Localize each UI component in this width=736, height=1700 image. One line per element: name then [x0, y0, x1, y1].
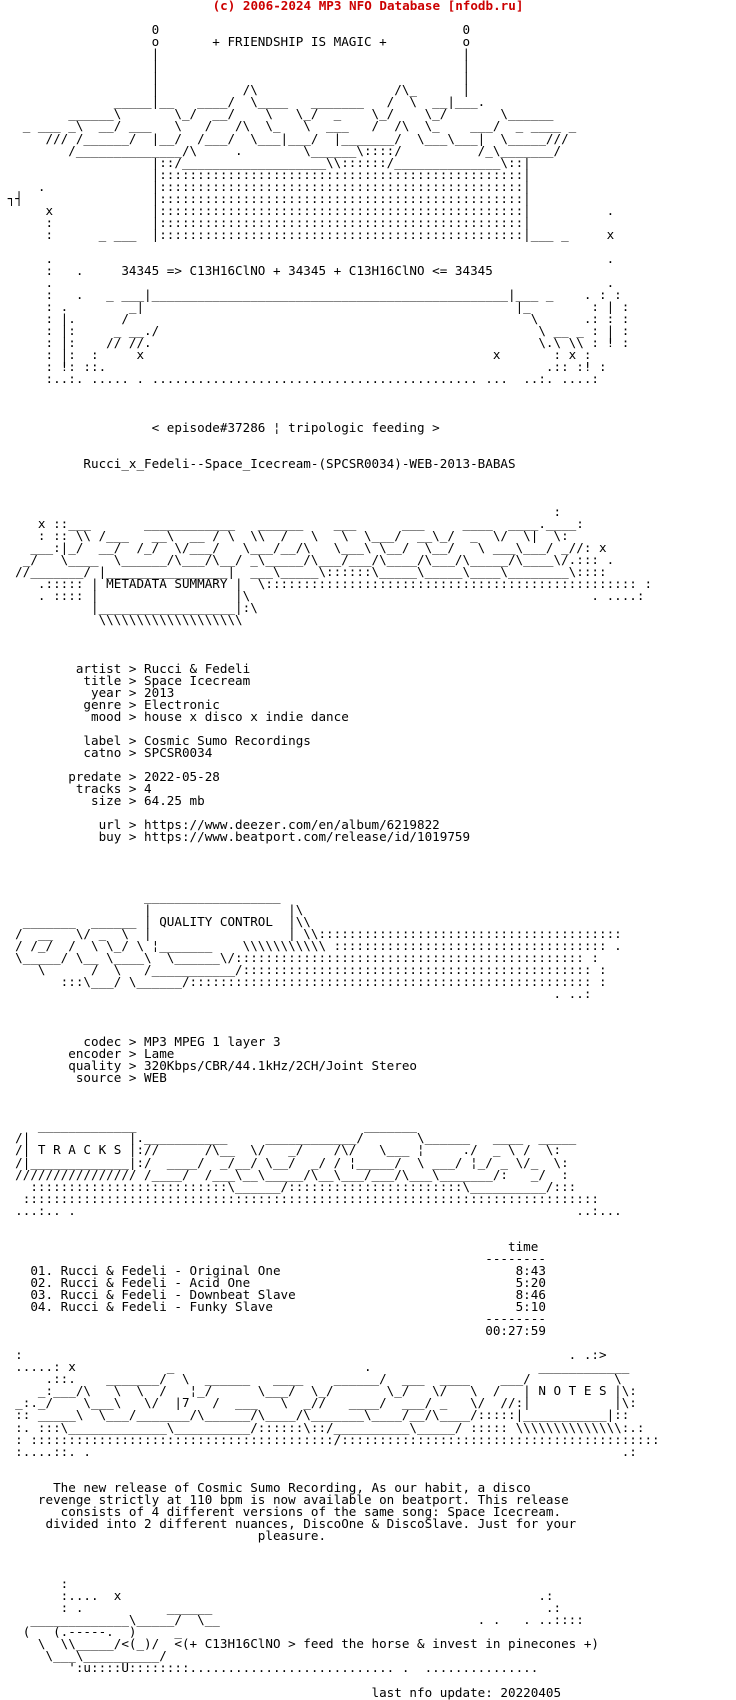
nfo-line: /// /______/ |__/ /___/ \___|___/ |_______/ \___\___| \_____/// — [0, 130, 577, 146]
nfo-line: . . — [0, 275, 615, 291]
nfo-line: _ ___ _\ __/ ___ \ / /\ \_ \ ___ / /\ \_ ___/ _ ____ _ — [0, 118, 577, 134]
nfo-line: /|_____________|:/ ____/ _/__/ \__/ _/ / ¦_____/ \ ___/ ¦_/ _ \/_ \: — [0, 1154, 569, 1170]
nfo-line: :....::. . .: — [0, 1443, 637, 1459]
nfo-line: ┐┤ |::::::::::::::::::::::::::::::::::::::::::::::::| — [0, 190, 531, 206]
nfo-line: :. :::\_____________\__________/::::::\::/__________\_____/ ::::: \\\\\\\\\\\\\\:.: — [0, 1419, 645, 1435]
nfo-line — [0, 1084, 736, 1096]
nfo-line: buy > https://www.beatport.com/release/id/1019759 — [0, 829, 471, 845]
nfo-line: | | — [0, 46, 471, 62]
nfo-line: < episode#37286 ¦ tripologic feeding > — [0, 419, 440, 435]
nfo-line: /| |.___________ ____________/ \______ ____ _____ — [0, 1130, 577, 1146]
nfo-line: : |: _ __./ \ __ _ : | : — [0, 323, 630, 339]
nfo-line: url > https://www.deezer.com/en/album/6219822 — [0, 817, 440, 833]
nfo-line: _____________\_____/ \__ . . . ..:::: — [0, 1612, 584, 1628]
nfo-line — [0, 638, 736, 650]
nfo-line: last nfo update: 20220405 — [0, 1684, 562, 1700]
nfo-line: catno > SPCSR0034 — [0, 744, 213, 760]
nfo-line — [0, 1542, 736, 1554]
nfo-line: time — [0, 1238, 539, 1254]
nfo-line: _:._/ \___\ \/ |7 / ___ \ _// ____/ ___/ _ \/ //:| |\: — [0, 1395, 637, 1411]
nfo-line: /______________/\ . \______\::::/ /_\_______/ — [0, 142, 562, 158]
nfo-line: predate > 2022-05-28 — [0, 769, 220, 784]
nfo-line: codec > MP3 MPEG 1 layer 3 — [0, 1034, 281, 1050]
nfo-line: ::::::::::::::::::::::::::\______/:::::::::::::::::::::::\__________/::: — [0, 1178, 577, 1194]
nfo-line: : |::::::::::::::::::::::::::::::::::::::::::::::::| — [0, 214, 531, 230]
nfo-line: .....: x _ . ____________ — [0, 1359, 630, 1375]
nfo-line: 00:27:59 — [0, 1323, 546, 1339]
nfo-line: //_______/ |________________| ___\_____\::::::\_____\_____\____\________\:::: — [0, 564, 615, 580]
nfo-line — [0, 434, 736, 446]
nfo-line: pleasure. — [0, 1527, 327, 1543]
nfo-line — [0, 1566, 736, 1578]
nfo-line: : . .:> — [0, 1347, 607, 1363]
nfo-text-body — [0, 12, 736, 1699]
nfo-line — [0, 386, 736, 398]
nfo-line: : |: // //. \.\ \\ : ! : — [0, 335, 630, 351]
nfo-line: : . _| |_ : | : — [0, 299, 630, 315]
nfo-line: :.... x .: — [0, 1588, 554, 1604]
nfo-line: __________________ — [0, 889, 281, 905]
nfo-line: ...:.. . ..:... — [0, 1202, 622, 1218]
nfo-line: _____|__ ____/ \____ _______ / \ __|___. — [0, 94, 486, 110]
nfo-line: x |::::::::::::::::::::::::::::::::::::::::::::::::| . — [0, 202, 615, 218]
nfo-line — [0, 867, 736, 879]
nfo-line: \\\\\\\\\\\\\\\\\\\ — [0, 612, 243, 628]
nfo-line: : _ ___ |::::::::::::::::::::::::::::::::::::::::::::::::|___ _ x — [0, 226, 615, 242]
nfo-line: :: _____\ \___/_______/\______/\____/\_______\____/__/\____/:::::|___________|:: — [0, 1407, 630, 1423]
copyright-credit: (c) 2006-2024 MP3 NFO Database [nfodb.ru] — [212, 0, 524, 13]
nfo-line: /| T R A C K S |:// /\__ \/ _/ /\/ \___ ¦ ./ _ \ / \: — [0, 1142, 562, 1158]
nfo-line: : . 34345 => C13H16ClNO + 34345 + C13H16ClNO <= 34345 — [0, 263, 493, 279]
nfo-line — [0, 398, 736, 410]
nfo-line: label > Cosmic Sumo Recordings — [0, 732, 311, 748]
nfo-line: source > WEB — [0, 1070, 167, 1086]
nfo-line: | |\ — [0, 901, 304, 917]
nfo-line: ___:|_/ __/ /_/ \/___/ \___/__/\ \___\ \__/ \__/ \ ___\___/ _//: x — [0, 540, 607, 556]
nfo-line: \_____/ \__ \____\ \______\/:::::::::::::::::::::::::::::::::::::::::::::: : — [0, 949, 599, 965]
nfo-line: x ::___ ____________ ______ ___ ___ ____ ____.____: — [0, 516, 584, 532]
nfo-line: quality > 320Kbps/CBR/44.1kHz/2CH/Joint Stereo — [0, 1058, 418, 1074]
nfo-line: |__________________|:\ — [0, 600, 258, 616]
nfo-line: 0 0 — [0, 22, 471, 38]
nfo-line: | | — [0, 70, 471, 86]
nfo-line: mood > house x disco x indie dance — [0, 708, 349, 724]
nfo-line: _/ \____ \______/\___/\__/ _\_____/\___/___/\____/\___/\_____/\____\/.::: . — [0, 552, 615, 568]
nfo-line: | /\ /\_ | — [0, 82, 471, 98]
nfo-line — [0, 1458, 736, 1470]
nfo-line: / __ \/ _ \ | | \\:::::::::::::::::::::::::::::::::::::::: — [0, 925, 622, 941]
nfo-line: / /_/ / \ \_/ \ ¦_______ \\\\\\\\\\\ :::::::::::::::::::::::::::::::::::: . — [0, 937, 622, 953]
nfo-line — [0, 1096, 736, 1108]
nfo-line: \ \\_____/<(_)/ <(+ C13H16ClNO > feed the horse & invest in pinecones +) — [0, 1636, 599, 1652]
nfo-line: revenge strictly at 110 bpm is now available on beatport. This release — [0, 1491, 569, 1507]
nfo-line: . |::::::::::::::::::::::::::::::::::::::::::::::::| — [0, 178, 531, 194]
nfo-line: artist > Rucci & Fedeli — [0, 660, 251, 676]
nfo-line: Rucci_x_Fedeli--Space_Icecream-(SPCSR0034)-WEB-2013-BABAS — [0, 455, 516, 471]
nfo-line: : |: : x x : x : — [0, 347, 592, 363]
nfo-line: : . _ ___|_______________________________________________|___ _ . : : — [0, 287, 622, 303]
nfo-line: _____________ _______ — [0, 1118, 418, 1134]
nfo-line — [0, 482, 736, 494]
nfo-line: 01. Rucci & Fedeli - Original One 8:43 — [0, 1262, 546, 1278]
nfo-line: : |. / \ .: : : — [0, 311, 630, 327]
nfo-line: ______\ \_/ __/ \ \_/ _ \_/ \_/ \______ — [0, 106, 554, 122]
nfo-line: : !: ::. .:: :! : — [0, 359, 607, 375]
nfo-line: : :: \\ /___ __\ __ / \ \\ / \ \ \___/ __\_/ _ \/ \| \: — [0, 528, 569, 544]
nfo-line — [0, 843, 736, 855]
nfo-line: : — [0, 1576, 69, 1592]
nfo-line: -------- — [0, 1311, 546, 1327]
nfo-line: .::::: | METADATA SUMMARY | \::::::::::::::::::::::::::::::::::::::::::::::::: : — [0, 576, 653, 592]
nfo-line: -------- — [0, 1250, 546, 1266]
nfo-line: :..:. ..... . ........................................... ... ..:. ....: — [0, 371, 599, 387]
nfo-line — [0, 470, 736, 482]
nfo-line: . . — [0, 250, 615, 266]
nfo-line: |::/___________________\\::::::/______________\::| — [0, 154, 531, 170]
nfo-line — [0, 1675, 736, 1687]
nfo-line: 02. Rucci & Fedeli - Acid One 5:20 — [0, 1274, 546, 1290]
nfo-line: : . ______ .: — [0, 1600, 562, 1616]
nfo-line: .::. _______/ \ ______ ____ ______/ ___ ____ ___/ \ — [0, 1371, 622, 1387]
nfo-line: The new release of Cosmic Sumo Recording, As our habit, a disco — [0, 1479, 531, 1495]
nfo-line — [0, 1217, 736, 1229]
nfo-line: title > Space Icecream — [0, 672, 251, 688]
nfo-line: ( (.-----. ) _ — [0, 1624, 539, 1640]
nfo-line: //////////////// /____/ /___\__\_____/\__\___/___/\___\_______/: _/ : — [0, 1166, 569, 1182]
nfo-line: | | — [0, 58, 471, 74]
nfo-line: ':u::::U::::::::........................... . ............... — [0, 1660, 539, 1676]
nfo-line: : — [0, 503, 562, 519]
nfo-line — [0, 626, 736, 638]
nfo-line: : ::::::::::::::::::::::::::::::::::::::::/:::::::::::::::::::::::::::::::::::::::::: — [0, 1431, 660, 1447]
nfo-line: . :::: | |\ . ....: — [0, 588, 645, 604]
nfo-line: divided into 2 different nuances, DiscoOne & DiscoSlave. Just for your — [0, 1515, 577, 1531]
nfo-line: :::\___/ \______/::::::::::::::::::::::::::::::::::::::::::::::::::::: : — [0, 973, 607, 989]
nfo-line: year > 2013 — [0, 684, 175, 700]
nfo-line — [0, 1012, 736, 1024]
nfo-line: 03. Rucci & Fedeli - Downbeat Slave 8:46 — [0, 1287, 546, 1303]
nfo-line: . ..: — [0, 985, 592, 1001]
nfo-line: genre > Electronic — [0, 696, 220, 712]
nfo-line: \___\__________/ — [0, 1648, 167, 1664]
nfo-line: consists of 4 different versions of the same song: Space Icecream. — [0, 1503, 562, 1519]
nfo-line: tracks > 4 — [0, 781, 152, 797]
nfo-line: 04. Rucci & Fedeli - Funky Slave 5:10 — [0, 1299, 546, 1315]
nfo-line: \ / \ /___________/:::::::::::::::::::::::::::::::::::::::::::::: : — [0, 961, 607, 977]
nfo-line: encoder > Lame — [0, 1046, 175, 1062]
nfo-line — [0, 1000, 736, 1012]
nfo-line: _______ ______ | QUALITY CONTROL |\\ — [0, 913, 311, 929]
nfo-line: _:___/\ \ \ / ¦_/ \___/ \_/ \_/ \/ \ / | N O T E S |\: — [0, 1383, 637, 1399]
nfo-line: o + FRIENDSHIP IS MAGIC + o — [0, 34, 471, 50]
nfo-line — [0, 855, 736, 867]
nfo-line: :::::::::::::::::::::::::::::::::::::::::::::::::::::::::::::::::::::::::::: — [0, 1190, 599, 1206]
nfo-line: |::::::::::::::::::::::::::::::::::::::::::::::::| — [0, 166, 531, 182]
nfo-line — [0, 1554, 736, 1566]
nfo-line: size > 64.25 mb — [0, 793, 205, 809]
